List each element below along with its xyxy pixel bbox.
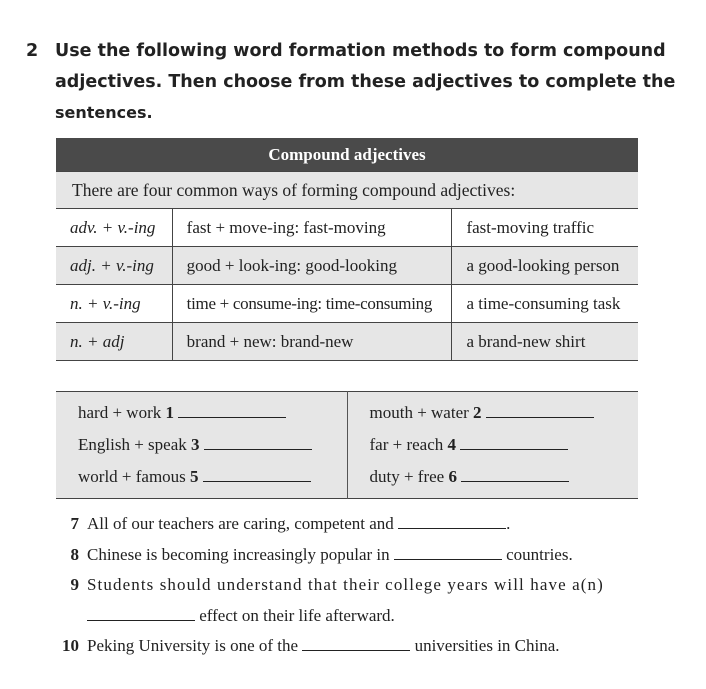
pattern-cell: n. + v.-ing [56,285,172,323]
word-item [347,429,638,461]
example-cell: a time-consuming task [452,285,638,323]
sentence-blank[interactable] [394,545,502,560]
sentence-blank[interactable] [302,636,410,651]
answer-blank-5[interactable] [203,467,311,482]
sentence-10 [62,636,560,656]
word-item [347,461,638,499]
sentence-text: Chinese is becoming increasingly popular in [87,545,390,564]
sentence-number: 7 [70,514,79,533]
word-item [347,392,638,430]
word-item [56,392,347,430]
example-cell: a brand-new shirt [452,323,638,361]
formation-cell: brand + new: brand-new [172,323,452,361]
exercise-number: 2 [26,41,39,61]
word-pair: world + famous [78,467,186,486]
answer-blank-4[interactable] [460,435,568,450]
blank-number: 3 [191,435,200,454]
sentence-text: Peking University is one of the [87,636,299,655]
blank-number: 1 [165,403,174,422]
formation-cell: fast + move-ing: fast-moving [172,209,452,247]
table-row [56,247,638,285]
blank-number: 4 [447,435,457,454]
instruction-line: sentences. [55,103,153,122]
example-cell: fast-moving traffic [452,209,638,247]
table-row [56,209,638,247]
sentence-text-end: countries. [506,545,573,564]
sentence-9-continued [87,606,395,626]
table-row [56,285,638,323]
blank-number: 6 [448,467,457,486]
sentence-text: Students should understand that their college years will have a(n) [87,575,604,594]
table-header: Compound adjectives [56,138,638,172]
compound-adjectives-table [56,138,638,361]
formation-cell: good + look-ing: good-looking [172,247,452,285]
sentence-number: 8 [70,545,79,564]
word-pair: far + reach [369,435,444,454]
answer-blank-2[interactable] [486,403,594,418]
sentence-text-end: universities in China. [414,636,560,655]
sentence-text-end: . [506,514,511,533]
blank-number: 5 [190,467,199,486]
instruction-line: adjectives. Then choose from these adjectives to complete the [55,72,676,92]
sentence-number: 9 [70,575,79,594]
sentence-8 [70,545,573,565]
table-row [56,323,638,361]
example-cell: a good-looking person [452,247,638,285]
answer-blank-6[interactable] [461,467,569,482]
sentence-text-end: effect on their life afterward. [199,606,395,625]
sentence-7 [70,514,511,534]
sentence-blank[interactable] [87,606,195,621]
pattern-cell: adv. + v.-ing [56,209,172,247]
word-pair: English + speak [78,435,187,454]
table-intro: There are four common ways of forming compound adjectives: [56,172,638,209]
pattern-cell: n. + adj [56,323,172,361]
sentence-text: All of our teachers are caring, competent and [87,514,394,533]
formation-cell: time + consume-ing: time-consuming [172,285,452,323]
answer-blank-1[interactable] [178,403,286,418]
word-item [56,429,347,461]
word-pair: duty + free [369,467,445,486]
word-pair: hard + work [78,403,162,422]
word-pair: mouth + water [369,403,469,422]
sentence-9 [70,575,604,595]
sentence-blank[interactable] [398,514,506,529]
answer-blank-3[interactable] [204,435,312,450]
pattern-cell: adj. + v.-ing [56,247,172,285]
sentence-number: 10 [62,636,79,655]
instruction-line: Use the following word formation methods to form compound [55,41,666,61]
blank-number: 2 [473,403,482,422]
word-box [56,391,638,499]
word-item [56,461,347,499]
